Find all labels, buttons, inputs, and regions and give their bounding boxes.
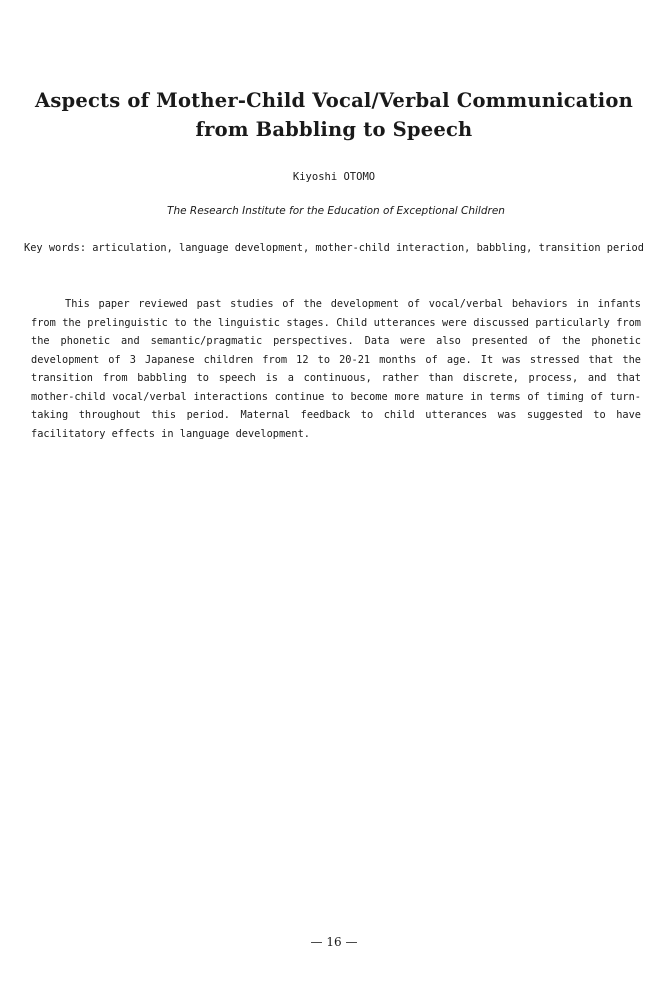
abstract-paragraph: This paper reviewed past studies of the development of vocal/verbal behaviors in infants from the prelinguistic to the linguistic stages. Child utterances were discussed particularly from the phonetic and semantic/pragmatic perspectives. Data were also presented of the phonetic development of 3 Japanese children from 12 to 20-21 months of age. It was stressed that the transition from babbling to speech is a continuous, rather than discrete, process, and that mother-child vocal/verbal interactions continue to become more mature in terms of timing of turn-taking throughout this period. Maternal feedback to child utterances was suggested to have facilitatory effects in language development. <box>31 298 641 440</box>
paper-title-line-2: from Babbling to Speech <box>195 118 473 141</box>
keywords: Key words: articulation, language development, mother-child interaction, babbling, transition period <box>24 242 644 254</box>
author-affiliation: The Research Institute for the Education of Exceptional Children <box>167 205 505 217</box>
paper-title-line-1: Aspects of Mother-Child Vocal/Verbal Communication <box>35 89 633 112</box>
page-number: — 16 — <box>310 935 358 949</box>
author-name: Kiyoshi OTOMO <box>292 171 376 183</box>
